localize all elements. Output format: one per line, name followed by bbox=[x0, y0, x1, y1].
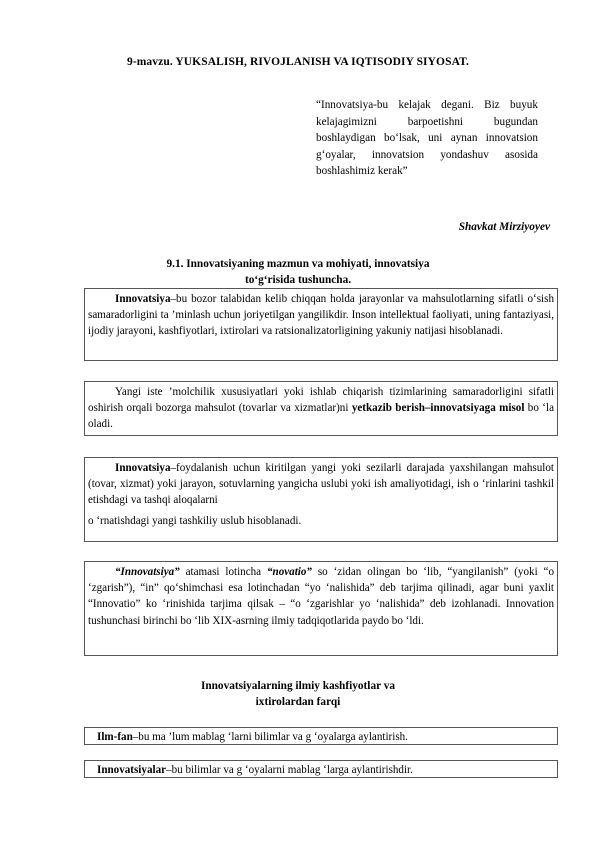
term-novatio: “novatio” bbox=[266, 566, 312, 578]
example-tail: bo ‘la oladi. bbox=[88, 402, 554, 431]
definition-paragraph bbox=[88, 291, 554, 340]
epigraph-quote: “Innovatsiya-bu kelajak degani. Biz buyuk kelajagimizni barpoetishni bugundan boshlaydigan bo‘lsak, uni aynan innovatsion g‘oyalar, innovatsion yondashuv asosida boshlashimiz kerak” bbox=[316, 99, 538, 178]
definition-text: –foydalanish uchun kiritilgan yangi yoki sezilarli darajada yaxshilangan mahsulot (tovar, xizmat) yoki jarayon, sotuvlarning yangicha uslubi yoki ish amaliyotidagi, ish o ‘rinlarini tashkil etishdagi va tashqi aloqalarni bbox=[88, 462, 554, 507]
page-title: 9-mavzu. YUKSALISH, RIVOJLANISH VA IQTISODIY SIYOSAT. bbox=[126, 56, 470, 68]
row-text: –bu ma ’lum mablag ‘larni bilimlar va g ‘oyalarga aylantirish. bbox=[132, 731, 408, 743]
subheading-line1: Innovatsiyalarning ilmiy kashfiyotlar va bbox=[200, 680, 396, 692]
term: Innovatsiya bbox=[115, 293, 171, 305]
section-heading bbox=[0, 256, 596, 288]
definition-box-1 bbox=[84, 288, 558, 361]
definition-line2: o ‘rnatishdagi yangi tashkiliy uslub hisoblanadi. bbox=[88, 514, 302, 527]
etymology-paragraph bbox=[88, 564, 554, 629]
row-text: –bu bilimlar va g ‘oyalarni mablag ‘larga aylantirishdir. bbox=[166, 764, 413, 776]
etymology-text-1: atamasi lotincha bbox=[179, 566, 267, 578]
section-heading-line2: to‘g‘risida tushuncha. bbox=[244, 274, 352, 286]
example-text: Yangi iste ’molchilik xususiyatlari yoki ishlab chiqarish tizimlarining samaradorligini sifatli oshirish orqali bozorga mahsulot (tovarlar va xizmatlar)ni bbox=[88, 386, 554, 415]
section-heading-line1: 9.1. Innovatsiyaning mazmun va mohiyati, innovatsiya bbox=[166, 258, 430, 270]
term: Innovatsiyalar bbox=[97, 764, 167, 776]
definition-text: –bu bozor talabidan kelib chiqqan holda jarayonlar va mahsulotlarning sifatli o‘sish samaradorligini ta ’minlash uchun joriyetilgan yangilikdir. Inson intellektual faoliyati, uning fantaziyasi, ijodiy jarayoni, kashfiyotlari, ixtirolari va ratsionalizatorligining yakuniy natijasi hisoblanadi. bbox=[88, 293, 554, 338]
definition-paragraph bbox=[88, 460, 554, 509]
comparison-row-science bbox=[84, 727, 558, 745]
epigraph-author: Shavkat Mirziyoyev bbox=[458, 221, 550, 233]
etymology-box bbox=[84, 561, 558, 656]
comparison-row-innovations bbox=[84, 760, 558, 778]
term: Ilm-fan bbox=[97, 731, 133, 743]
example-paragraph bbox=[88, 384, 554, 433]
subheading-differences bbox=[0, 678, 596, 710]
subheading-line2: ixtirolardan farqi bbox=[255, 696, 341, 708]
term-innovatsiya: “Innovatsiya” bbox=[115, 566, 180, 578]
term: Innovatsiya bbox=[115, 462, 171, 474]
example-bold: yetkazib berish–innovatsiyaga misol bbox=[351, 402, 525, 415]
definition-box-3 bbox=[84, 457, 558, 542]
definition-box-2 bbox=[84, 381, 558, 436]
etymology-text-2: so ‘zidan olingan bo ‘lib, “yangilanish” (yoki “o ‘zgarish”), “in” qo‘shimchasi esa lotinchadan “yo ‘nalishida” deb tarjima qilinadi, agar buni yaxlit “Innovatio” ko ‘rinishida tarjima qilsak – “o ‘zgarishlar yo ‘nalishida” deb izohlanadi. Innovation tushunchasi birinchi bo ‘lib XIX-asrning ilmiy tadqiqotlarida paydo bo ‘ldi. bbox=[88, 566, 554, 627]
